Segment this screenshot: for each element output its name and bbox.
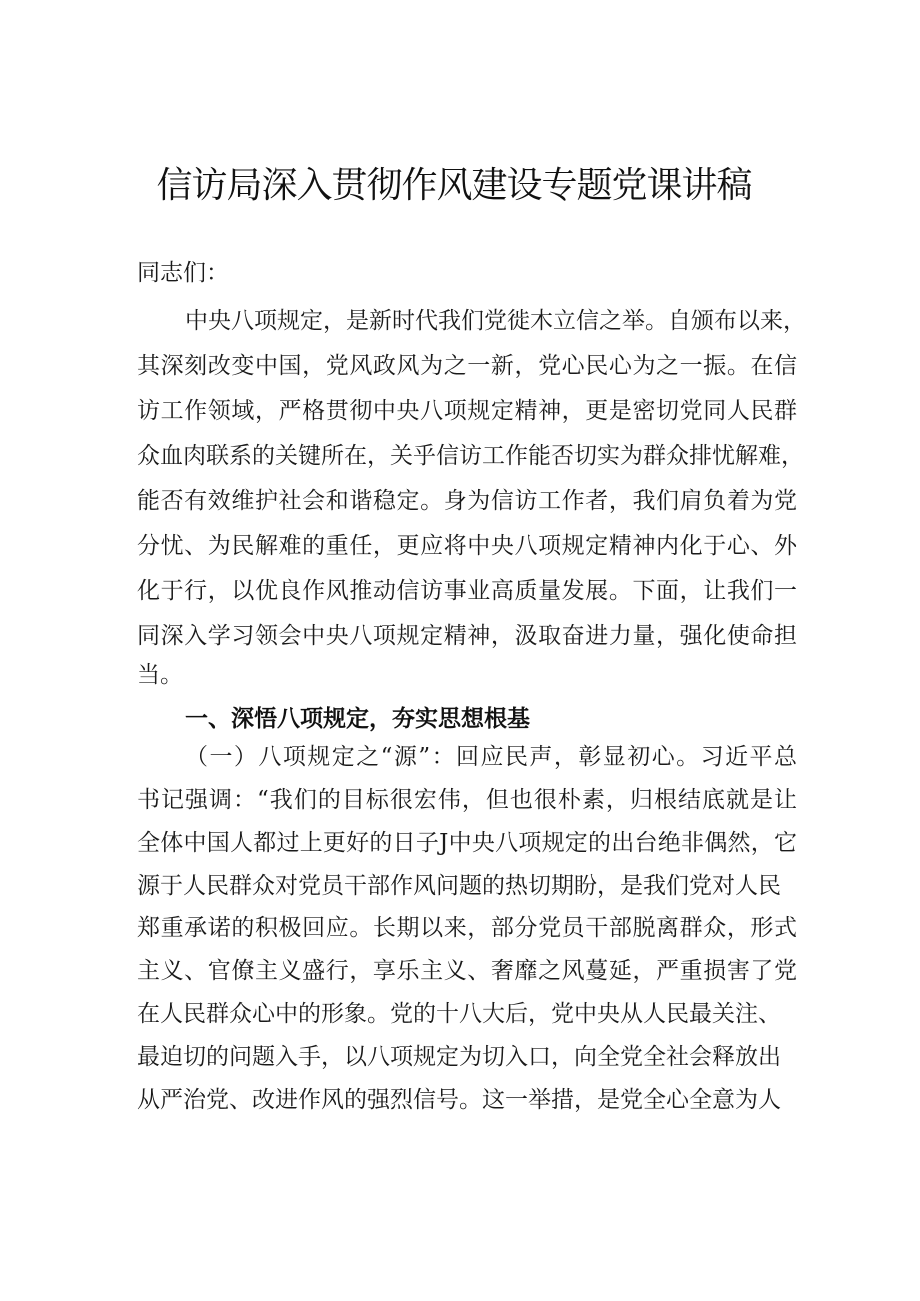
section-line: 源于人民群众对党员干部作风问题的热切期盼，是我们党对人民 — [137, 873, 781, 899]
intro-line: 同深入学习领会中央八项规定精神，汲取奋进力量，强化使命担 — [137, 623, 797, 649]
section-line: 书记强调：“我们的目标很宏伟，但也很朴素，归根结底就是让 — [137, 787, 797, 813]
intro-line: 访工作领域，严格贯彻中央八项规定精神，更是密切党同人民群 — [137, 398, 797, 424]
intro-line: 当。 — [137, 662, 183, 688]
intro-line: 能否有效维护社会和谐稳定。身为信访工作者，我们肩负着为党 — [137, 488, 797, 514]
section-line: 全体中国人都过上更好的日子J中央八项规定的出台绝非偶然，它 — [137, 830, 797, 856]
section-line: 郑重承诺的积极回应。长期以来，部分党员干部脱离群众，形式 — [137, 915, 797, 941]
document-title: 信访局深入贯彻作风建设专题党课讲稿 — [156, 165, 752, 206]
intro-line: 众血肉联系的关键所在，关乎信访工作能否切实为群众排忧解难， — [137, 443, 804, 469]
section-line: （一）八项规定之“源”：回应民声，彰显初心。习近平总 — [185, 744, 797, 770]
intro-line: 化于行，以优良作风推动信访事业高质量发展。下面，让我们一 — [137, 578, 797, 604]
section-heading: 一、深悟八项规定，夯实思想根基 — [185, 706, 530, 732]
intro-line: 其深刻改变中国，党风政风为之一新，党心民心为之一振。在信 — [137, 353, 797, 379]
salutation: 同志们： — [137, 260, 229, 286]
intro-line: 中央八项规定，是新时代我们党徙木立信之举。自颁布以来， — [185, 308, 806, 334]
section-line: 主义、官僚主义盛行，享乐主义、奢靡之风蔓延，严重损害了党 — [137, 958, 797, 984]
section-line: 从严治党、改进作风的强烈信号。这一举措，是党全心全意为人 — [137, 1087, 781, 1113]
intro-line: 分忧、为民解难的重任，更应将中央八项规定精神内化于心、外 — [137, 533, 797, 559]
section-line: 在人民群众心中的形象。党的十八大后，党中央从人民最关注、 — [137, 1001, 781, 1027]
section-line: 最迫切的问题入手，以八项规定为切入口，向全党全社会释放出 — [137, 1044, 781, 1070]
